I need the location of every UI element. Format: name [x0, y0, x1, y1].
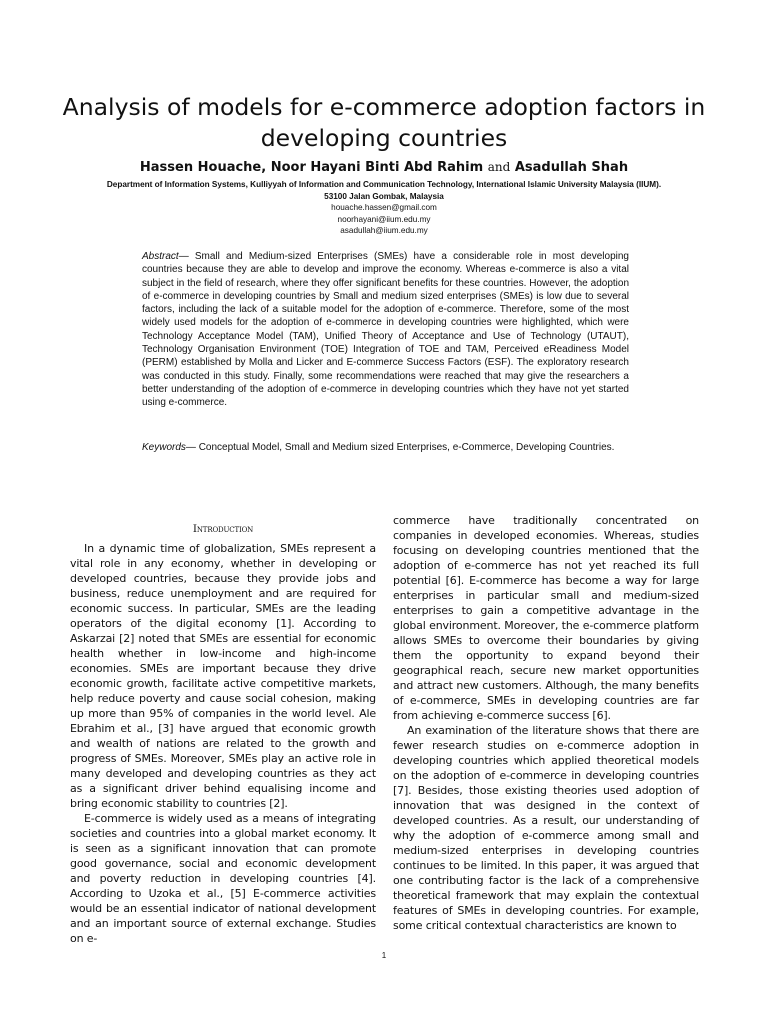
intro-paragraph-1: In a dynamic time of globalization, SMEs represent a vital role in any economy, whether in developing or developed countries, because they provide jobs and business, reduce unemployment and are required for economic success. In particular, SMEs are the leading operators of the digital economy [1]. According to Askarzai [2] noted that SMEs are essential for economic health whether in low-income and high-income economies. SMEs are important because they drive economic growth, facilitate active competitive markets, help reduce poverty and cause social cohesion, making up more than 95% of companies in the world level. Ale Ebrahim et al., [3] have argued that economic growth and wealth of nations are related to the growth and progress of SMEs. Moreover, SMEs play an active role in many developed and developing countries as they act as a significant driver behind equalising income and bring economic stability to countries [2].	[70, 542, 376, 810]
author-email-1: houache.hassen@gmail.com	[331, 203, 437, 212]
intro-paragraph-2: E-commerce is widely used as a means of integrating societies and countries into a global market economy. It is seen as a significant innovation that can promote good governance, social and economic development and poverty reduction in developing countries [4]. According to Uzoka et al., [5] E-commerce activities would be an essential indicator of national development and an important source of external exchange. Studies on e-	[70, 812, 376, 945]
affiliation-address: 53100 Jalan Gombak, Malaysia	[324, 191, 444, 201]
keywords	[142, 441, 629, 454]
abstract-text: Small and Medium-sized Enterprises (SMEs) have a considerable role in most developing countries because they are able to develop and improve the economy. Whereas e-commerce is also a vital subject in the field of research, where they offer significant benefits for these countries. However, the adoption of e-commerce in developing countries by Small and medium sized enterprises (SMEs) is low due to several factors, including the lack of a suitable model for the adoption of e-commerce. Therefore, some of the most widely used models for the adoption of e-commerce in developing countries were highlighted, which were Technology Acceptance Model (TAM), Unified Theory of Acceptance and Use of Technology (UTAUT), Technology Organisation Environment (TOE) Integration of TOE and TAM, Perceived eReadiness Model (PERM) established by Molla and Licker and E-commerce Success Factors (ESF). The exploratory research was conducted in this study. Finally, some recommendations were reached that may give the researchers a better understanding of the adoption of e-commerce in developing countries which they have not yet started using e-commerce.	[142, 251, 629, 409]
body-column-left	[70, 522, 376, 946]
abstract-label: Abstract	[142, 251, 179, 262]
paper-title: Analysis of models for e-commerce adoption factors in developing countries	[62, 93, 706, 152]
author-email-3: asadullah@iium.edu.my	[340, 226, 428, 235]
keywords-label: Keywords	[142, 442, 186, 453]
affiliation-department: Department of Information Systems, Kulliyyah of Information and Communication Technology, International Islamic University Malaysia (IIUM).	[106, 180, 662, 189]
affiliation-block	[60, 179, 708, 237]
page-number: 1	[381, 951, 387, 960]
abstract	[142, 250, 629, 410]
section-heading-introduction: Introduction	[192, 523, 254, 535]
keywords-text: Conceptual Model, Small and Medium sized Enterprises, e-Commerce, Developing Countries.	[198, 442, 615, 453]
author-conjunction: and	[487, 160, 511, 174]
body-column-right	[393, 513, 699, 933]
abstract-dash: —	[178, 251, 195, 262]
author-email-2: noorhayani@iium.edu.my	[337, 214, 431, 224]
author-name-last: Asadullah Shah	[514, 160, 629, 175]
author-list	[60, 160, 708, 175]
intro-paragraph-4: An examination of the literature shows that there are fewer research studies on e-commerce adoption in developing countries which applied theoretical models on the adoption of e-commerce in developing countries [7]. Besides, those existing theories used adoption of innovation that was designed in the context of developed countries. As a result, our understanding of why the adoption of e-commerce among small and medium-sized enterprises in developing countries continues to be limited. In this paper, it was argued that one contributing factor is the lack of a comprehensive theoretical framework that may explain the contextual features of SMEs in developing countries. For example, some critical contextual characteristics are known to	[393, 724, 699, 932]
keywords-dash: —	[185, 442, 199, 453]
author-names-primary: Hassen Houache, Noor Hayani Binti Abd Rahim	[139, 160, 484, 175]
intro-paragraph-3: commerce have traditionally concentrated on companies in developed economies. Whereas, studies focusing on developing countries mentioned that the adoption of e-commerce has not yet reached its full potential [6]. E-commerce has become a way for large enterprises in particular small and medium-sized enterprises to gain a competitive advantage in the global environment. Moreover, the e-commerce platform allows SMEs to overcome their boundaries by giving them the opportunity to expand beyond their geographical reach, secure new market opportunities and attract new customers. Although, the many benefits of e-commerce, SMEs in developing countries are far from achieving e-commerce success [6].	[393, 514, 699, 722]
